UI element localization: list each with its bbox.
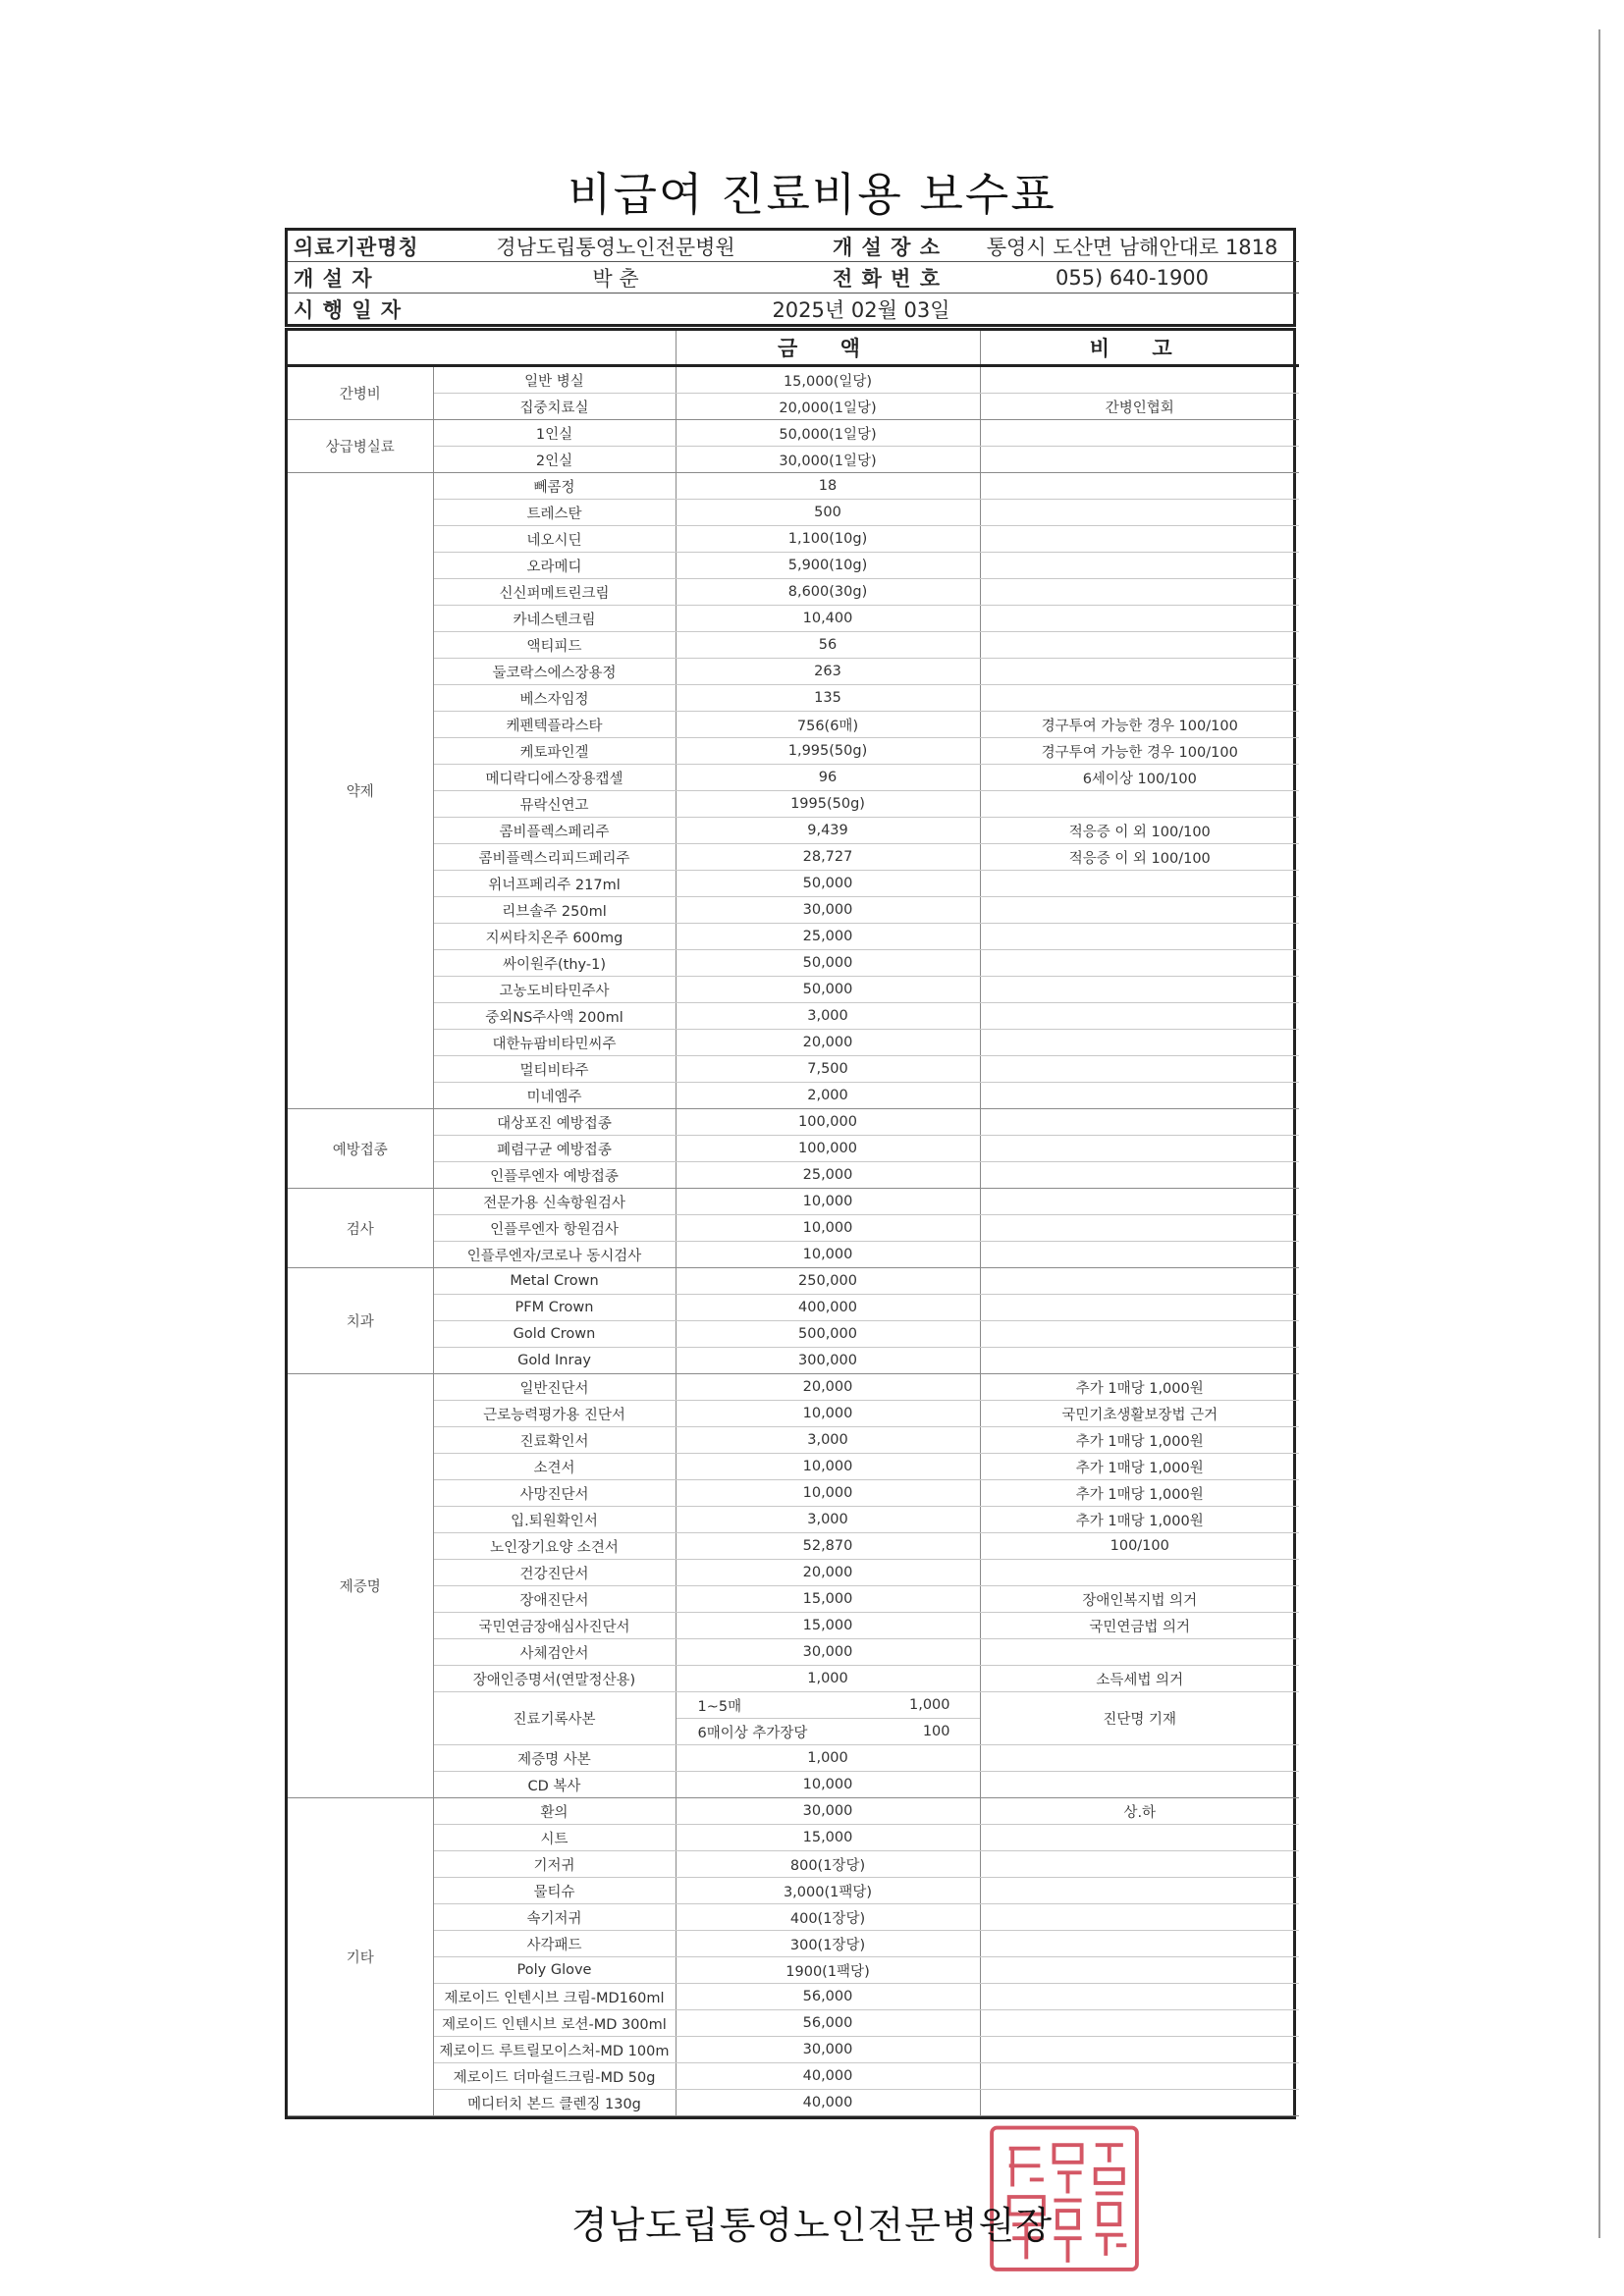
item-name-cell: 소견서 xyxy=(433,1454,676,1480)
amount-cell: 30,000(1일당) xyxy=(676,447,980,473)
fee-row xyxy=(288,712,1299,738)
category-cell: 검사 xyxy=(288,1189,433,1268)
fee-row xyxy=(288,1825,1299,1851)
item-name-cell: 입.퇴원확인서 xyxy=(433,1507,676,1533)
item-name-cell: 오라메디 xyxy=(433,553,676,579)
fee-row xyxy=(288,1321,1299,1348)
amount-cell: 400,000 xyxy=(676,1295,980,1321)
item-name-cell: 케펜텍플라스타 xyxy=(433,712,676,738)
amount-cell: 15,000 xyxy=(676,1825,980,1851)
fee-row xyxy=(288,2010,1299,2037)
item-name-cell: 제로이드 인텐시브 크림-MD160ml xyxy=(433,1984,676,2010)
fee-row xyxy=(288,738,1299,765)
fee-row xyxy=(288,1957,1299,1984)
fee-row xyxy=(288,606,1299,632)
amount-cell: 10,000 xyxy=(676,1480,980,1507)
fee-row xyxy=(288,1189,1299,1215)
header-note: 비 고 xyxy=(980,331,1299,366)
amount-cell: 100,000 xyxy=(676,1136,980,1162)
location-label: 개 설 장 소 xyxy=(808,231,965,262)
note-cell: 경구투여 가능한 경우 100/100 xyxy=(980,712,1299,738)
amount-cell: 18 xyxy=(676,473,980,500)
fee-row xyxy=(288,1374,1299,1401)
note-cell xyxy=(980,659,1299,685)
note-cell: 진단명 기재 xyxy=(980,1692,1299,1745)
amount-cell: 263 xyxy=(676,659,980,685)
note-cell: 적응증 이 외 100/100 xyxy=(980,818,1299,844)
copy-fee-sub-label: 6매이상 추가장당 xyxy=(697,1725,808,1741)
amount-cell: 15,000 xyxy=(676,1586,980,1613)
fee-row xyxy=(288,871,1299,897)
note-cell xyxy=(980,1242,1299,1268)
amount-cell: 1,000 xyxy=(676,1745,980,1772)
amount-cell: 30,000 xyxy=(676,1639,980,1666)
amount-cell: 1900(1팩당) xyxy=(676,1957,980,1984)
item-name-cell: 액티피드 xyxy=(433,632,676,659)
amount-cell: 800(1장당) xyxy=(676,1851,980,1878)
item-name-cell: 인플루엔자/코로나 동시검사 xyxy=(433,1242,676,1268)
fee-row xyxy=(288,1586,1299,1613)
item-name-cell: 제증명 사본 xyxy=(433,1745,676,1772)
amount-cell: 40,000 xyxy=(676,2063,980,2090)
amount-cell: 1,995(50g) xyxy=(676,738,980,765)
fee-row xyxy=(288,1162,1299,1189)
item-name-cell: 리브솔주 250ml xyxy=(433,897,676,924)
amount-cell: 50,000 xyxy=(676,871,980,897)
location: 통영시 도산면 남해안대로 1818 xyxy=(965,231,1299,262)
fee-row xyxy=(288,1772,1299,1798)
fee-row xyxy=(288,1480,1299,1507)
amount-cell: 15,000(일당) xyxy=(676,366,980,394)
item-name-cell: 물티슈 xyxy=(433,1878,676,1904)
item-name-cell: 고농도비타민주사 xyxy=(433,977,676,1003)
item-name-cell: PFM Crown xyxy=(433,1295,676,1321)
fee-row xyxy=(288,2063,1299,2090)
fee-row xyxy=(288,1109,1299,1136)
item-name-cell: 베스자임정 xyxy=(433,685,676,712)
item-name-cell: 메디터치 본드 클렌징 130g xyxy=(433,2090,676,2116)
note-cell xyxy=(980,1109,1299,1136)
note-cell xyxy=(980,1904,1299,1931)
fee-row xyxy=(288,659,1299,685)
fee-row xyxy=(288,1268,1299,1295)
item-name-cell: 대상포진 예방접종 xyxy=(433,1109,676,1136)
amount-cell: 30,000 xyxy=(676,897,980,924)
item-name-cell: 폐렴구균 예방접종 xyxy=(433,1136,676,1162)
fee-row xyxy=(288,1401,1299,1427)
fee-schedule-box xyxy=(285,328,1296,2119)
item-name-cell: 뻬콤정 xyxy=(433,473,676,500)
fee-row xyxy=(288,1851,1299,1878)
fee-row xyxy=(288,950,1299,977)
note-cell xyxy=(980,977,1299,1003)
note-cell xyxy=(980,1825,1299,1851)
amount-cell: 8,600(30g) xyxy=(676,579,980,606)
note-cell xyxy=(980,1215,1299,1242)
note-cell xyxy=(980,473,1299,500)
fee-row xyxy=(288,791,1299,818)
copy-fee-sub-value: 100 xyxy=(922,1724,950,1739)
amount-cell: 100,000 xyxy=(676,1109,980,1136)
note-cell xyxy=(980,1639,1299,1666)
amount-cell: 1995(50g) xyxy=(676,791,980,818)
note-cell xyxy=(980,1030,1299,1056)
fee-row xyxy=(288,1533,1299,1560)
item-name-cell: 속기저귀 xyxy=(433,1904,676,1931)
item-name-cell: 장애인증명서(연말정산용) xyxy=(433,1666,676,1692)
item-name-cell: 지씨타치온주 600mg xyxy=(433,924,676,950)
note-cell: 국민기초생활보장법 근거 xyxy=(980,1401,1299,1427)
note-cell: 소득세법 의거 xyxy=(980,1666,1299,1692)
fee-row xyxy=(288,2037,1299,2063)
note-cell: 경구투여 가능한 경우 100/100 xyxy=(980,738,1299,765)
note-cell: 장애인복지법 의거 xyxy=(980,1586,1299,1613)
amount-cell: 15,000 xyxy=(676,1613,980,1639)
amount-cell: 10,000 xyxy=(676,1215,980,1242)
fee-row xyxy=(288,366,1299,394)
amount-split-cell xyxy=(676,1692,980,1745)
amount-cell: 1,100(10g) xyxy=(676,526,980,553)
note-cell xyxy=(980,1984,1299,2010)
note-cell xyxy=(980,791,1299,818)
note-cell xyxy=(980,606,1299,632)
item-name-cell: 노인장기요양 소견서 xyxy=(433,1533,676,1560)
amount-cell: 10,000 xyxy=(676,1454,980,1480)
effective-date-label: 시 행 일 자 xyxy=(294,297,403,322)
item-name-cell: 사체검안서 xyxy=(433,1639,676,1666)
note-cell xyxy=(980,1878,1299,1904)
note-cell xyxy=(980,685,1299,712)
copy-fee-subtable xyxy=(677,1692,980,1744)
fee-row xyxy=(288,1215,1299,1242)
item-name-cell: 2인실 xyxy=(433,447,676,473)
fee-row xyxy=(288,553,1299,579)
scan-edge-line xyxy=(1598,29,1600,2238)
note-cell xyxy=(980,553,1299,579)
item-name-cell: 제로이드 루트릴모이스처-MD 100m xyxy=(433,2037,676,2063)
note-cell xyxy=(980,950,1299,977)
item-name-cell: 1인실 xyxy=(433,420,676,447)
note-cell xyxy=(980,526,1299,553)
note-cell xyxy=(980,1189,1299,1215)
amount-cell: 56 xyxy=(676,632,980,659)
item-name-cell: 환의 xyxy=(433,1798,676,1825)
note-cell: 상.하 xyxy=(980,1798,1299,1825)
amount-cell: 3,000 xyxy=(676,1003,980,1030)
item-name-cell: 중외NS주사액 200ml xyxy=(433,1003,676,1030)
founder: 박 춘 xyxy=(423,262,808,294)
amount-cell: 96 xyxy=(676,765,980,791)
item-name-cell: 뮤락신연고 xyxy=(433,791,676,818)
category-cell: 기타 xyxy=(288,1798,433,2116)
fee-row xyxy=(288,1931,1299,1957)
note-cell: 국민연금법 의거 xyxy=(980,1613,1299,1639)
note-cell xyxy=(980,2010,1299,2037)
fee-row xyxy=(288,1242,1299,1268)
fee-row xyxy=(288,500,1299,526)
item-name-cell: 메디락디에스장용캡셀 xyxy=(433,765,676,791)
table-header-row xyxy=(288,331,1299,366)
item-name-cell: 제로이드 더마쉴드크림-MD 50g xyxy=(433,2063,676,2090)
fee-table-body xyxy=(288,331,1299,2116)
fee-row xyxy=(288,1904,1299,1931)
amount-cell: 2,000 xyxy=(676,1083,980,1109)
note-cell xyxy=(980,1348,1299,1374)
fee-row xyxy=(288,1003,1299,1030)
amount-cell: 3,000(1팩당) xyxy=(676,1878,980,1904)
item-name-cell: 일반 병실 xyxy=(433,366,676,394)
amount-cell: 52,870 xyxy=(676,1533,980,1560)
fee-row xyxy=(288,579,1299,606)
note-cell xyxy=(980,1851,1299,1878)
phone-label: 전 화 번 호 xyxy=(808,262,965,294)
note-cell xyxy=(980,1321,1299,1348)
amount-cell: 25,000 xyxy=(676,924,980,950)
amount-cell: 1,000 xyxy=(676,1666,980,1692)
amount-cell: 40,000 xyxy=(676,2090,980,2116)
note-cell xyxy=(980,924,1299,950)
item-name-cell: 멀티비타주 xyxy=(433,1056,676,1083)
note-cell xyxy=(980,1003,1299,1030)
item-name-cell: 국민연금장애심사진단서 xyxy=(433,1613,676,1639)
amount-cell: 10,000 xyxy=(676,1242,980,1268)
item-name-cell: 전문가용 신속항원검사 xyxy=(433,1189,676,1215)
item-name-cell: 싸이원주(thy-1) xyxy=(433,950,676,977)
amount-cell: 56,000 xyxy=(676,2010,980,2037)
amount-cell: 20,000 xyxy=(676,1374,980,1401)
fee-row xyxy=(288,1056,1299,1083)
note-cell xyxy=(980,632,1299,659)
item-name-cell: 건강진단서 xyxy=(433,1560,676,1586)
amount-cell: 250,000 xyxy=(676,1268,980,1295)
note-cell xyxy=(980,2063,1299,2090)
note-cell: 6세이상 100/100 xyxy=(980,765,1299,791)
note-cell xyxy=(980,1957,1299,1984)
note-cell xyxy=(980,1083,1299,1109)
item-name-cell: 인플루엔자 예방접종 xyxy=(433,1162,676,1189)
fee-row xyxy=(288,1745,1299,1772)
amount-cell: 5,900(10g) xyxy=(676,553,980,579)
note-cell: 추가 1매당 1,000원 xyxy=(980,1480,1299,1507)
fee-row xyxy=(288,818,1299,844)
fee-row xyxy=(288,924,1299,950)
amount-cell: 10,000 xyxy=(676,1772,980,1798)
item-name-cell: 집중치료실 xyxy=(433,394,676,420)
fee-row xyxy=(288,473,1299,500)
note-cell xyxy=(980,1136,1299,1162)
item-name-cell: 근로능력평가용 진단서 xyxy=(433,1401,676,1427)
note-cell xyxy=(980,447,1299,473)
fee-row xyxy=(288,1136,1299,1162)
fee-row xyxy=(288,1295,1299,1321)
fee-row xyxy=(288,1613,1299,1639)
category-cell: 치과 xyxy=(288,1268,433,1374)
fee-row xyxy=(288,765,1299,791)
note-cell xyxy=(980,366,1299,394)
hospital-director-signature: 경남도립통영노인전문병원장 xyxy=(570,2204,1054,2247)
note-cell xyxy=(980,1931,1299,1957)
item-name-cell: 케토파인겔 xyxy=(433,738,676,765)
fee-row xyxy=(288,1666,1299,1692)
item-name-cell: 카네스텐크림 xyxy=(433,606,676,632)
item-name-cell: 미네엠주 xyxy=(433,1083,676,1109)
institution-info-box xyxy=(285,228,1296,327)
category-cell: 제증명 xyxy=(288,1374,433,1798)
note-cell xyxy=(980,420,1299,447)
fee-row xyxy=(288,1984,1299,2010)
document-title: 비급여 진료비용 보수표 xyxy=(568,168,1056,221)
item-name-cell: Gold Crown xyxy=(433,1321,676,1348)
note-cell: 간병인협회 xyxy=(980,394,1299,420)
note-cell xyxy=(980,1772,1299,1798)
copy-fee-sub-value: 1,000 xyxy=(828,1692,980,1719)
fee-schedule-table xyxy=(288,331,1299,2116)
fee-row xyxy=(288,526,1299,553)
fee-row xyxy=(288,1798,1299,1825)
category-cell: 예방접종 xyxy=(288,1109,433,1189)
item-name-cell: 트레스탄 xyxy=(433,500,676,526)
info-row xyxy=(288,262,1299,294)
amount-cell: 500,000 xyxy=(676,1321,980,1348)
amount-cell: 28,727 xyxy=(676,844,980,871)
item-name-cell: 진료기록사본 xyxy=(433,1692,676,1745)
institution-info-table xyxy=(288,231,1299,324)
item-name-cell: Poly Glove xyxy=(433,1957,676,1984)
amount-cell: 56,000 xyxy=(676,1984,980,2010)
note-cell xyxy=(980,1745,1299,1772)
fee-row xyxy=(288,1507,1299,1533)
effective-date: 2025년 02월 03일 xyxy=(772,297,950,322)
note-cell: 추가 1매당 1,000원 xyxy=(980,1507,1299,1533)
item-name-cell: 시트 xyxy=(433,1825,676,1851)
item-name-cell: Metal Crown xyxy=(433,1268,676,1295)
note-cell xyxy=(980,897,1299,924)
amount-cell: 25,000 xyxy=(676,1162,980,1189)
fee-row xyxy=(288,1348,1299,1374)
fee-row xyxy=(288,420,1299,447)
fee-row xyxy=(288,1560,1299,1586)
amount-cell: 300,000 xyxy=(676,1348,980,1374)
amount-cell: 50,000 xyxy=(676,950,980,977)
fee-row xyxy=(288,977,1299,1003)
amount-cell: 50,000 xyxy=(676,977,980,1003)
copy-fee-subrow xyxy=(677,1692,980,1719)
amount-cell: 20,000 xyxy=(676,1560,980,1586)
note-cell: 적응증 이 외 100/100 xyxy=(980,844,1299,871)
note-cell xyxy=(980,1162,1299,1189)
item-name-cell: 인플루엔자 항원검사 xyxy=(433,1215,676,1242)
phone: 055) 640-1900 xyxy=(965,262,1299,294)
item-name-cell: 기저귀 xyxy=(433,1851,676,1878)
note-cell xyxy=(980,2037,1299,2063)
fee-row xyxy=(288,1639,1299,1666)
institution-name-label: 의료기관명칭 xyxy=(288,231,423,262)
item-name-cell: 사각패드 xyxy=(433,1931,676,1957)
amount-cell: 50,000(1일당) xyxy=(676,420,980,447)
note-cell: 추가 1매당 1,000원 xyxy=(980,1454,1299,1480)
item-name-cell: 콤비플렉스리피드페리주 xyxy=(433,844,676,871)
amount-cell: 300(1장당) xyxy=(676,1931,980,1957)
institution-name: 경남도립통영노인전문병원 xyxy=(423,231,808,262)
fee-row xyxy=(288,447,1299,473)
note-cell xyxy=(980,579,1299,606)
fee-row xyxy=(288,1878,1299,1904)
note-cell xyxy=(980,1268,1299,1295)
header-blank xyxy=(288,331,676,366)
item-name-cell: 제로이드 인텐시브 로션-MD 300ml xyxy=(433,2010,676,2037)
amount-cell: 10,000 xyxy=(676,1189,980,1215)
item-name-cell: Gold Inray xyxy=(433,1348,676,1374)
item-name-cell: 네오시딘 xyxy=(433,526,676,553)
note-cell xyxy=(980,500,1299,526)
item-name-cell: 위너프페리주 217ml xyxy=(433,871,676,897)
founder-label: 개 설 자 xyxy=(288,262,423,294)
fee-row xyxy=(288,844,1299,871)
copy-fee-sub-label: 1~5매 xyxy=(677,1692,829,1719)
info-row xyxy=(288,231,1299,262)
amount-cell: 756(6매) xyxy=(676,712,980,738)
fee-row xyxy=(288,394,1299,420)
amount-cell: 400(1장당) xyxy=(676,1904,980,1931)
copy-fee-subrow xyxy=(677,1719,980,1745)
category-cell: 간병비 xyxy=(288,366,433,420)
note-cell xyxy=(980,1295,1299,1321)
note-cell: 100/100 xyxy=(980,1533,1299,1560)
note-cell xyxy=(980,1056,1299,1083)
amount-cell: 20,000(1일당) xyxy=(676,394,980,420)
amount-cell: 3,000 xyxy=(676,1507,980,1533)
fee-row xyxy=(288,1692,1299,1745)
category-cell: 상급병실료 xyxy=(288,420,433,473)
amount-cell: 9,439 xyxy=(676,818,980,844)
fee-row xyxy=(288,632,1299,659)
info-row xyxy=(288,294,1299,325)
amount-cell: 500 xyxy=(676,500,980,526)
amount-cell: 10,000 xyxy=(676,1401,980,1427)
item-name-cell: 장애진단서 xyxy=(433,1586,676,1613)
header-amount: 금 액 xyxy=(676,331,980,366)
fee-row xyxy=(288,1454,1299,1480)
item-name-cell: 둘코락스에스장용정 xyxy=(433,659,676,685)
amount-cell: 135 xyxy=(676,685,980,712)
item-name-cell: 진료확인서 xyxy=(433,1427,676,1454)
note-cell xyxy=(980,871,1299,897)
item-name-cell: 신신퍼메트린크림 xyxy=(433,579,676,606)
amount-cell: 30,000 xyxy=(676,1798,980,1825)
item-name-cell: 사망진단서 xyxy=(433,1480,676,1507)
category-cell: 약제 xyxy=(288,473,433,1109)
fee-row xyxy=(288,1083,1299,1109)
item-name-cell: 콤비플렉스페리주 xyxy=(433,818,676,844)
fee-row xyxy=(288,1427,1299,1454)
item-name-cell: CD 복사 xyxy=(433,1772,676,1798)
amount-cell: 30,000 xyxy=(676,2037,980,2063)
item-name-cell: 일반진단서 xyxy=(433,1374,676,1401)
amount-cell: 7,500 xyxy=(676,1056,980,1083)
fee-row xyxy=(288,897,1299,924)
note-cell: 추가 1매당 1,000원 xyxy=(980,1374,1299,1401)
fee-row xyxy=(288,685,1299,712)
amount-cell: 20,000 xyxy=(676,1030,980,1056)
item-name-cell: 대한뉴팜비타민씨주 xyxy=(433,1030,676,1056)
amount-cell: 3,000 xyxy=(676,1427,980,1454)
amount-cell: 10,400 xyxy=(676,606,980,632)
fee-row xyxy=(288,1030,1299,1056)
note-cell xyxy=(980,1560,1299,1586)
note-cell: 추가 1매당 1,000원 xyxy=(980,1427,1299,1454)
